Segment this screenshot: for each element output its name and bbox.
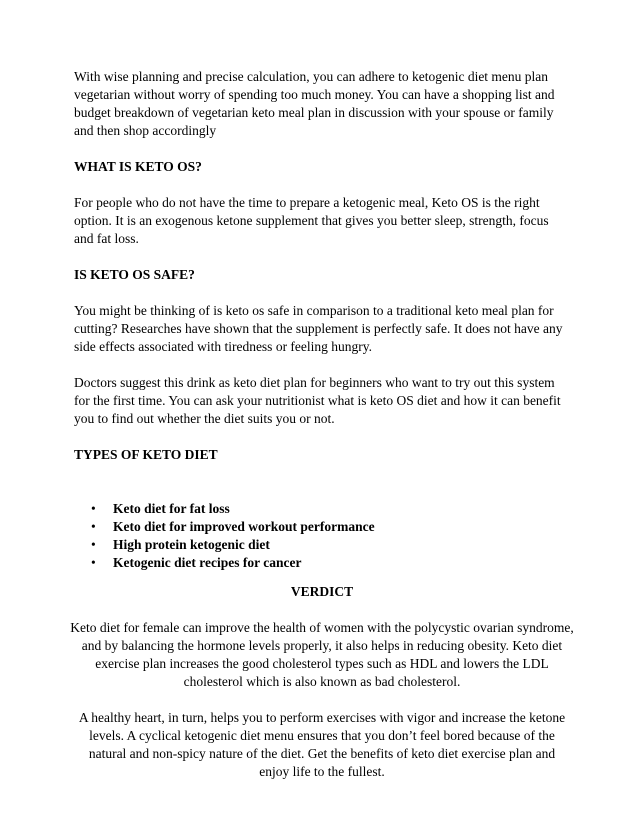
heading-verdict: VERDICT [290, 584, 354, 599]
list-item: • High protein ketogenic diet [113, 536, 570, 554]
heading-what-is-keto-os: WHAT IS KETO OS? [74, 159, 202, 174]
keto-os-paragraph: For people who do not have the time to prepare a ketogenic meal, Keto OS is the right option. It is an exogenous ketone supplement that gives you better sleep, strength, focus and fat loss. [74, 195, 549, 246]
list-item: • Keto diet for improved workout performance [113, 518, 570, 536]
list-item: • Ketogenic diet recipes for cancer [113, 554, 570, 572]
keto-types-list [74, 500, 570, 572]
heading-is-keto-os-safe: IS KETO OS SAFE? [74, 267, 195, 282]
intro-paragraph: With wise planning and precise calculation, you can adhere to ketogenic diet menu plan vegetarian without worry of spending too much money. You can have a shopping list and budget breakdown of vegetarian keto meal plan in discussion with your spouse or family and then shop accordingly [74, 69, 555, 138]
list-item: • Keto diet for fat loss [113, 500, 570, 518]
verdict-paragraph-2: A healthy heart, in turn, helps you to perform exercises with vigor and increase the ketone levels. A cyclical ketogenic diet menu ensures that you don’t feel bored because of the natural and non-spicy nature of the diet. Get the benefits of keto diet exercise plan and enjoy life to the fullest. [78, 710, 566, 779]
safe-paragraph-2: Doctors suggest this drink as keto diet plan for beginners who want to try out this system for the first time. You can ask your nutritionist what is keto OS diet and how it can benefit you to find out whether the diet suits you or not. [74, 375, 561, 426]
document-page [70, 68, 574, 799]
heading-types-of-keto-diet: TYPES OF KETO DIET [74, 447, 218, 462]
verdict-paragraph-1: Keto diet for female can improve the health of women with the polycystic ovarian syndrome, and by balancing the hormone levels properly, it also helps in reducing obesity. Keto diet exercise plan increases the good cholesterol types such as HDL and lowers the LDL cholesterol which is also known as bad cholesterol. [70, 620, 574, 689]
safe-paragraph-1: You might be thinking of is keto os safe in comparison to a traditional keto meal plan for cutting? Researches have shown that the supplement is perfectly safe. It does not have any side effects associated with tiredness or feeling hungry. [74, 303, 563, 354]
